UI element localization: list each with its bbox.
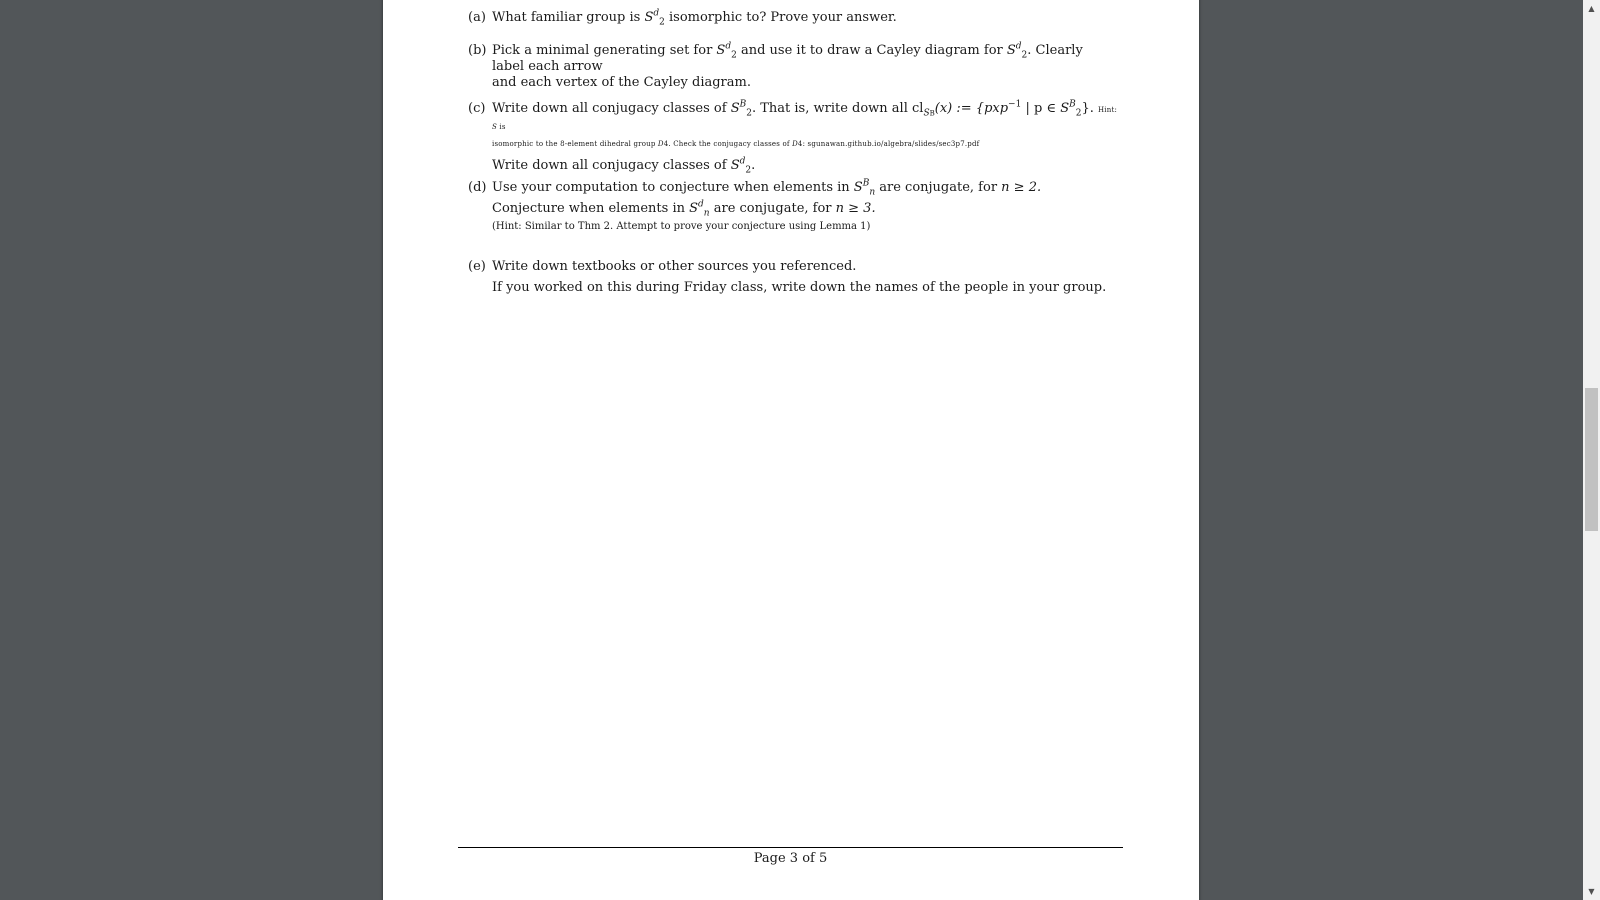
question-text: Write down all conjugacy classes of <box>492 158 731 173</box>
punctuation: . <box>751 158 756 173</box>
hint-text: is <box>497 123 506 131</box>
math-symbol: S <box>730 101 740 116</box>
question-a <box>468 10 1118 26</box>
math-expression: | p ∈ <box>1021 101 1061 116</box>
math-symbol: D <box>657 140 664 148</box>
question-text: Write down textbooks or other sources you referenced. <box>492 259 857 274</box>
pdf-page <box>383 0 1199 900</box>
question-d <box>468 180 1118 235</box>
math-sub: 2 <box>731 50 737 61</box>
question-text: Write down all conjugacy classes of <box>492 101 731 116</box>
math-condition: n ≥ 3. <box>835 201 876 216</box>
math-sub: B <box>929 109 935 118</box>
hint-line <box>492 136 1118 152</box>
question-text: isomorphic to? Prove your answer. <box>664 10 897 25</box>
math-sup: −1 <box>1008 99 1022 110</box>
math-symbol: S <box>716 43 726 58</box>
question-label: (e) <box>468 259 486 274</box>
hint-text: isomorphic to the 8-element dihedral group <box>492 140 658 148</box>
hint-link-text[interactable]: : sgunawan.github.io/algebra/slides/sec3p7.pdf <box>802 140 980 148</box>
hint-text: . Check the conjugacy classes of <box>668 140 793 148</box>
math-symbol: S <box>1006 43 1016 58</box>
math-symbol: S <box>689 201 699 216</box>
vertical-scrollbar[interactable] <box>1583 0 1600 900</box>
math-sub: 2 <box>659 17 665 28</box>
math-sup: d <box>653 8 660 19</box>
math-sub: 2 <box>745 165 752 176</box>
question-text: and use it to draw a Cayley diagram for <box>736 43 1007 58</box>
hint-text: Hint: <box>1098 106 1118 114</box>
question-text: are conjugate, for <box>709 201 836 216</box>
footer-divider <box>458 847 1123 848</box>
math-sup: B <box>739 99 747 110</box>
math-sub: 4 <box>797 140 803 148</box>
question-text: and each vertex of the Cayley diagram. <box>492 75 751 90</box>
question-c <box>468 101 1118 174</box>
scroll-down-arrow-icon[interactable]: ▼ <box>1588 887 1595 896</box>
math-sub: 4 <box>663 140 669 148</box>
scroll-up-arrow-icon[interactable]: ▲ <box>1588 4 1595 13</box>
math-expression: (x) := {pxp <box>934 101 1009 116</box>
question-b <box>468 43 1118 91</box>
math-sub: n <box>869 187 876 198</box>
math-sup: d <box>698 199 704 210</box>
question-text: . Clearly label each arrow <box>492 43 1083 74</box>
question-text: are conjugate, for <box>875 180 1002 195</box>
math-symbol: S <box>853 180 863 195</box>
page-number: Page 3 of 5 <box>753 851 828 866</box>
question-text: Conjecture when elements in <box>492 201 690 216</box>
math-sup: d <box>725 41 732 52</box>
math-sup: d <box>739 156 746 167</box>
math-sup: B <box>862 178 870 189</box>
question-text: If you worked on this during Friday class, write down the names of the people in your group. <box>492 280 1107 295</box>
question-label: (a) <box>468 10 486 25</box>
math-sub: 2 <box>1021 50 1028 61</box>
question-label: (b) <box>468 43 487 58</box>
math-sub: 2 <box>1075 108 1082 119</box>
math-sup: B <box>1069 99 1076 110</box>
math-condition: n ≥ 2. <box>1001 180 1042 195</box>
math-sub: S <box>923 108 930 119</box>
math-symbol: S <box>1060 101 1070 116</box>
math-sub: 2 <box>746 108 752 119</box>
question-text: Pick a minimal generating set for <box>492 43 717 58</box>
question-text: What familiar group is <box>492 10 645 25</box>
math-sup: d <box>1015 41 1022 52</box>
question-e <box>468 259 1118 296</box>
scrollbar-thumb[interactable] <box>1585 388 1598 531</box>
math-expression: }. <box>1081 101 1094 116</box>
math-symbol: D <box>792 140 798 148</box>
hint-text: (Hint: Similar to Thm 2. Attempt to prove your conjecture using Lemma 1) <box>492 221 871 232</box>
question-label: (c) <box>468 101 486 116</box>
math-symbol: S <box>492 123 497 131</box>
math-symbol: S <box>644 10 654 25</box>
question-text: . That is, write down all cl <box>751 101 924 116</box>
math-sub: n <box>703 208 710 219</box>
question-text: Use your computation to conjecture when elements in <box>492 180 854 195</box>
question-label: (d) <box>468 180 487 195</box>
math-symbol: S <box>730 158 740 173</box>
